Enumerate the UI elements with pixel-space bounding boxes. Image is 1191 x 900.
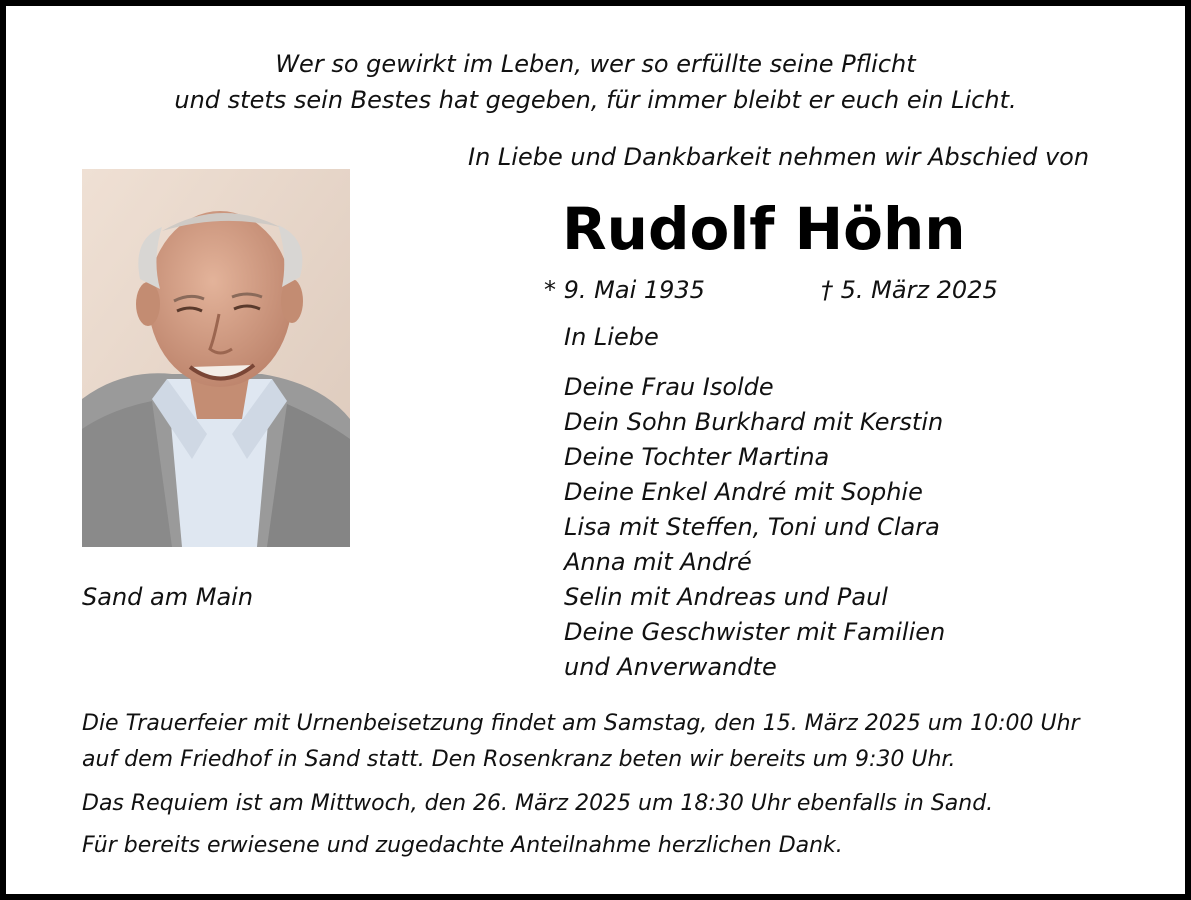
greeting: In Liebe — [564, 323, 659, 351]
mourners-list — [564, 370, 945, 685]
birth-date: * 9. Mai 1935 — [544, 276, 705, 304]
funeral-service-info — [82, 706, 1080, 778]
mourner-line: Lisa mit Steffen, Toni und Clara — [564, 513, 940, 541]
mourner-line: Anna mit André — [564, 548, 752, 576]
portrait-photo — [82, 169, 350, 547]
mourner-line: Deine Geschwister mit Familien — [564, 618, 946, 646]
mourner-line: Deine Frau Isolde — [564, 373, 774, 401]
service-line-2: auf dem Friedhof in Sand statt. Den Rosenkranz beten wir bereits um 9:30 Uhr. — [82, 747, 956, 772]
farewell-intro: In Liebe und Dankbarkeit nehmen wir Abschied von — [468, 143, 1090, 171]
motto-line-1: Wer so gewirkt im Leben, wer so erfüllte seine Pflicht — [275, 50, 916, 78]
mourner-line: Deine Enkel André mit Sophie — [564, 478, 923, 506]
deceased-name: Rudolf Höhn — [562, 195, 966, 263]
mourner-line: Selin mit Andreas und Paul — [564, 583, 888, 611]
service-line-1: Die Trauerfeier mit Urnenbeisetzung findet am Samstag, den 15. März 2025 um 10:00 Uhr — [82, 711, 1080, 736]
mourner-line: Deine Tochter Martina — [564, 443, 830, 471]
death-date: † 5. März 2025 — [821, 276, 998, 304]
requiem-info: Das Requiem ist am Mittwoch, den 26. März 2025 um 18:30 Uhr ebenfalls in Sand. — [82, 791, 994, 816]
motto-line-2: und stets sein Bestes hat gegeben, für immer bleibt er euch ein Licht. — [174, 86, 1017, 114]
residence-location: Sand am Main — [82, 583, 254, 611]
mourner-line: und Anverwandte — [564, 653, 777, 681]
mourner-line: Dein Sohn Burkhard mit Kerstin — [564, 408, 944, 436]
thanks-note: Für bereits erwiesene und zugedachte Anteilnahme herzlichen Dank. — [82, 833, 843, 858]
